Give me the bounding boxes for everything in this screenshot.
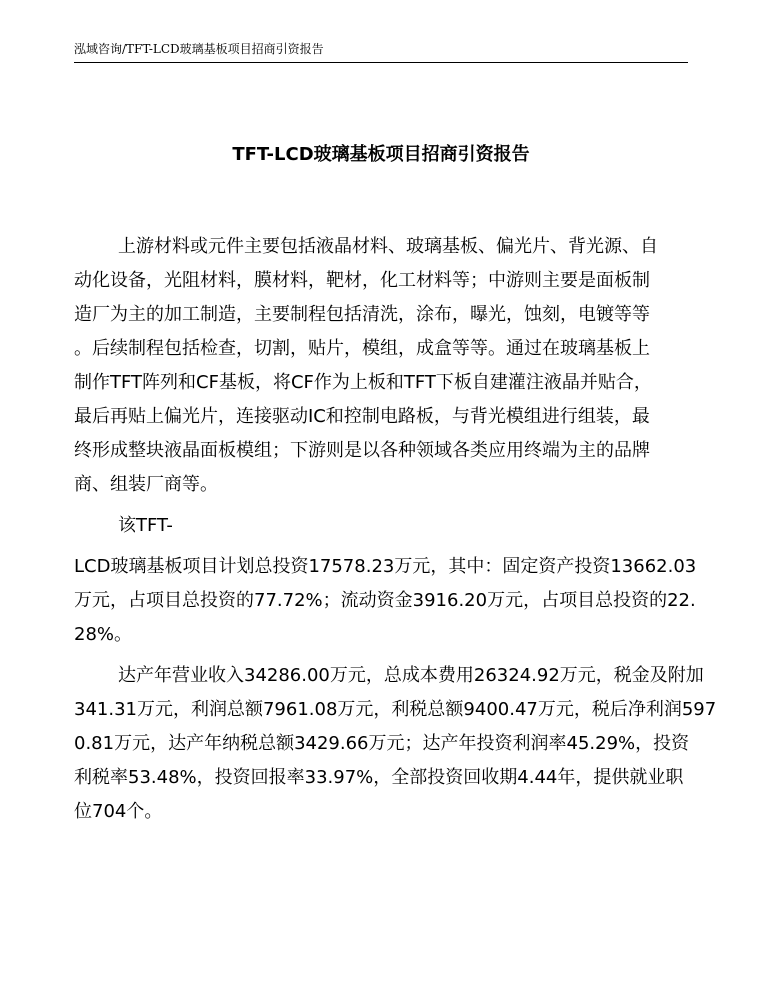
text-line: 位704个。 (74, 801, 163, 822)
document-body (74, 230, 717, 836)
paragraph-financials (74, 659, 717, 829)
header-divider (74, 62, 688, 63)
running-header: 泓域咨询/TFT-LCD玻璃基板项目招商引资报告 (74, 42, 324, 56)
text-line: 达产年营业收入34286.00万元，总成本费用26324.92万元，税金及附加 (118, 665, 704, 686)
text-line: 万元，占项目总投资的77.72%；流动资金3916.20万元，占项目总投资的22. (74, 590, 696, 611)
text-line: 商、组装厂商等。 (74, 474, 218, 495)
text-line: LCD玻璃基板项目计划总投资17578.23万元，其中：固定资产投资13662.03 (74, 556, 697, 577)
text-line: 动化设备，光阻材料，膜材料，靶材，化工材料等；中游则主要是面板制 (74, 270, 650, 291)
text-line: 上游材料或元件主要包括液晶材料、玻璃基板、偏光片、背光源、自 (118, 236, 658, 257)
text-line: 最后再贴上偏光片，连接驱动IC和控制电路板，与背光模组进行组装，最 (74, 406, 650, 427)
text-line: 。后续制程包括检查，切割，贴片，模组，成盒等等。通过在玻璃基板上 (74, 338, 650, 359)
text-line: 终形成整块液晶面板模组；下游则是以各种领域各类应用终端为主的品牌 (74, 440, 650, 461)
text-line: 0.81万元，达产年纳税总额3429.66万元；达产年投资利润率45.29%，投资 (74, 733, 690, 754)
text-line: 28%。 (74, 624, 133, 645)
text-line: 利税率53.48%，投资回报率33.97%，全部投资回收期4.44年，提供就业职 (74, 767, 684, 788)
text-line: 该TFT- (118, 515, 173, 536)
text-line: 341.31万元，利润总额7961.08万元，利税总额9400.47万元，税后净利润597 (74, 699, 717, 720)
paragraph-supply-chain (74, 230, 688, 502)
document-title: TFT-LCD玻璃基板项目招商引资报告 (232, 144, 530, 165)
paragraph-investment (74, 550, 697, 652)
text-line: 制作TFT阵列和CF基板，将CF作为上板和TFT下板自建灌注液晶并贴合， (74, 372, 652, 393)
paragraph-project-intro (74, 509, 688, 543)
text-line: 造厂为主的加工制造，主要制程包括清洗，涂布，曝光，蚀刻，电镀等等 (74, 304, 650, 325)
